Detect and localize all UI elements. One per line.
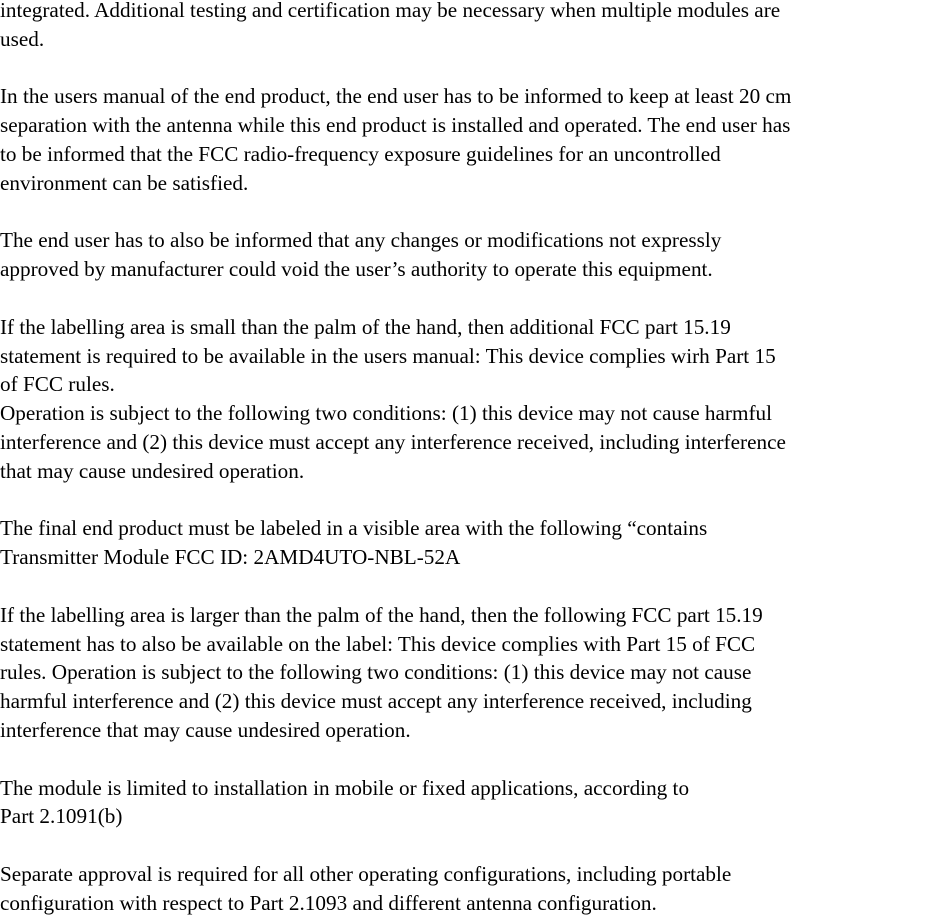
text-line: statement has to also be available on the label: This device complies with Part 15 of FCC (0, 631, 756, 656)
text-line: Part 2.1091(b) (0, 804, 123, 829)
text-line: The final end product must be labeled in a visible area with the following “contains (0, 516, 708, 541)
text-line: rules. Operation is subject to the following two conditions: (1) this device may not cause (0, 660, 752, 685)
text-line: interference and (2) this device must accept any interference received, including interference (0, 429, 786, 454)
text-line: If the labelling area is larger than the palm of the hand, then the following FCC part 15.19 (0, 602, 763, 627)
paragraph-gap (0, 54, 932, 83)
text-line: environment can be satisfied. (0, 170, 249, 195)
text-line: The module is limited to installation in mobile or fixed applications, according to (0, 775, 690, 800)
paragraph-fcc-id-label (0, 514, 932, 572)
text-line: If the labelling area is small than the palm of the hand, then additional FCC part 15.19 (0, 314, 731, 339)
text-line: Separate approval is required for all other operating configurations, including portable (0, 861, 732, 886)
paragraph-gap (0, 572, 932, 601)
text-line: approved by manufacturer could void the user’s authority to operate this equipment. (0, 257, 713, 282)
text-line: configuration with respect to Part 2.1093 and different antenna configuration. (0, 890, 657, 915)
paragraph-separate-approval (0, 860, 932, 918)
paragraph-small-label-statement (0, 313, 932, 486)
paragraph-gap (0, 198, 932, 227)
text-line: of FCC rules. (0, 372, 115, 397)
text-line: Transmitter Module FCC ID: 2AMD4UTO-NBL-52A (0, 545, 461, 570)
paragraph-gap (0, 284, 932, 313)
text-line: Operation is subject to the following two conditions: (1) this device may not cause harmful (0, 401, 772, 426)
text-line: In the users manual of the end product, the end user has to be informed to keep at least 20 cm (0, 84, 792, 109)
paragraph-gap (0, 831, 932, 860)
text-line: that may cause undesired operation. (0, 458, 305, 483)
paragraph-rf-exposure (0, 82, 932, 197)
text-line: used. (0, 26, 45, 51)
text-line: The end user has to also be informed that any changes or modifications not expressly (0, 228, 722, 253)
paragraph-gap (0, 486, 932, 515)
paragraph-integration-testing (0, 0, 932, 54)
text-line: harmful interference and (2) this device must accept any interference received, including (0, 689, 752, 714)
paragraph-gap (0, 745, 932, 774)
text-line: separation with the antenna while this end product is installed and operated. The end user has (0, 113, 791, 138)
paragraph-large-label-statement (0, 601, 932, 745)
paragraph-installation-limits (0, 774, 932, 832)
text-line: to be informed that the FCC radio-frequency exposure guidelines for an uncontrolled (0, 141, 721, 166)
text-line: integrated. Additional testing and certification may be necessary when multiple modules are (0, 0, 781, 22)
text-line: interference that may cause undesired operation. (0, 717, 411, 742)
paragraph-modifications-warning (0, 226, 932, 284)
text-line: statement is required to be available in the users manual: This device complies wirh Part 15 (0, 343, 776, 368)
